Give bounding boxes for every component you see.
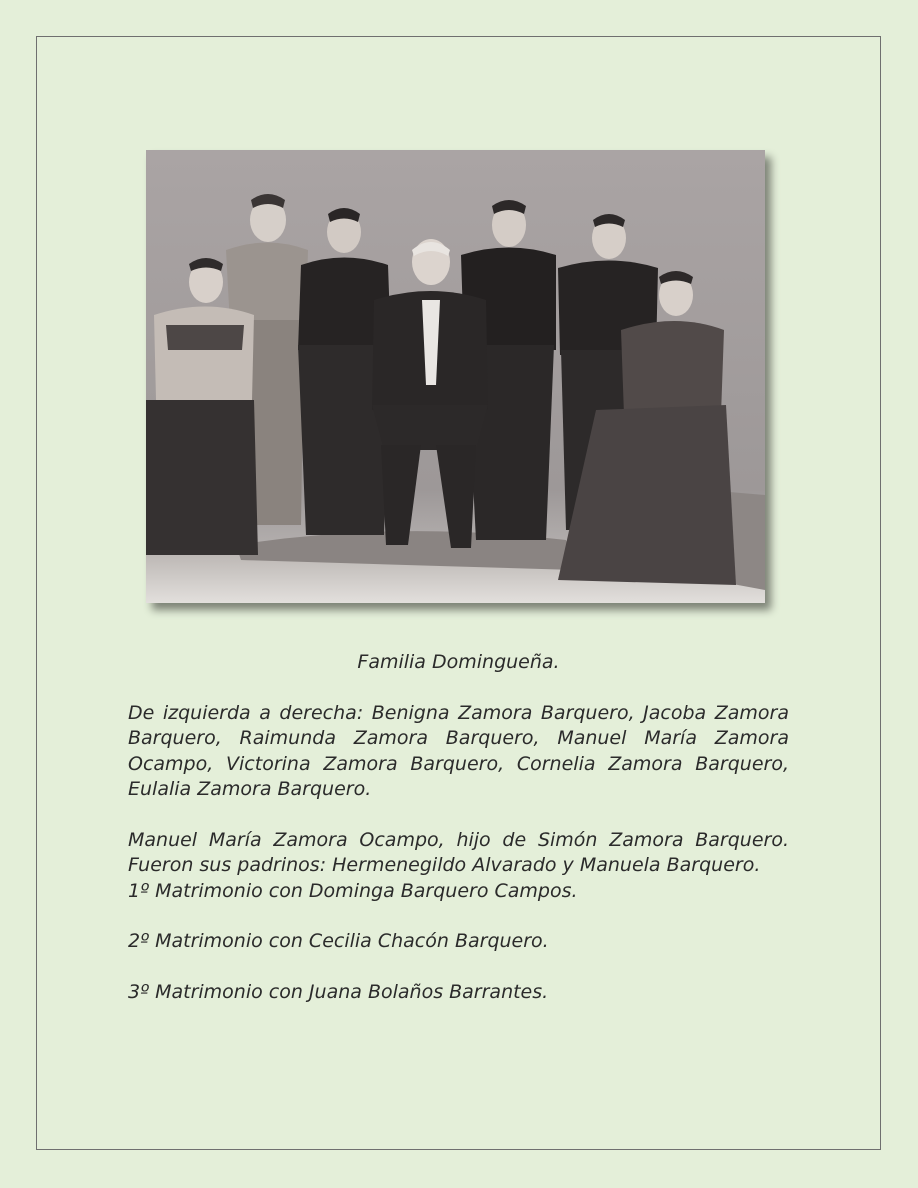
caption-title: Familia Domingueña.	[357, 651, 560, 673]
caption-marriage-3: 3º Matrimonio con Juana Bolaños Barrantes.	[128, 980, 549, 1003]
caption-marriage-2: 2º Matrimonio con Cecilia Chacón Barquero.	[128, 930, 549, 952]
caption-bio: Manuel María Zamora Ocampo, hijo de Simón Zamora Barquero. Fueron sus padrinos: Hermenegildo Alvarado y Manuela Barquero.	[128, 828, 789, 876]
caption-marriage-1: 1º Matrimonio con Dominga Barquero Campos.	[128, 879, 578, 902]
family-portrait-photo	[146, 150, 765, 603]
photo-caption	[128, 650, 789, 1005]
caption-people-list: De izquierda a derecha: Benigna Zamora Barquero, Jacoba Zamora Barquero, Raimunda Zamora Barquero, Manuel María Zamora Ocampo, Victorina Zamora Barquero, Cornelia Zamora Barquero, Eulalia Zamora Barquero.	[128, 701, 789, 800]
